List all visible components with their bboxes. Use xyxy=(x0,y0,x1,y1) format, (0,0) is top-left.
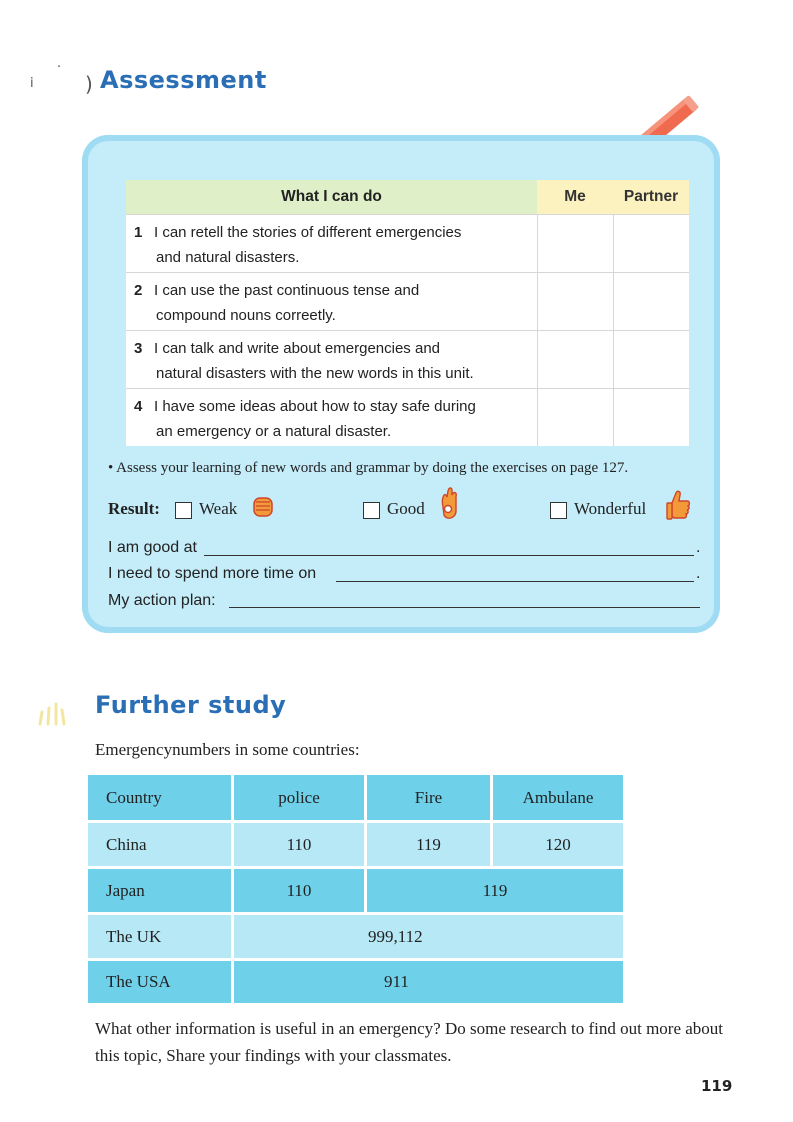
result-label: Result: xyxy=(108,499,160,518)
good-label: Good xyxy=(387,499,425,518)
can-do-row xyxy=(126,331,689,389)
col-header-what-i-can-do: What I can do xyxy=(126,180,537,215)
can-do-row xyxy=(126,215,689,273)
me-cell[interactable] xyxy=(537,215,613,273)
item-text: an emergency or a natural disaster. xyxy=(156,423,392,440)
merged-number-cell: 999,112 xyxy=(234,915,623,958)
emergency-numbers-table xyxy=(88,775,623,1003)
col-header-police: police xyxy=(234,775,364,820)
me-cell[interactable] xyxy=(537,389,613,447)
item-text: compound nouns correetly. xyxy=(156,307,336,324)
further-study-title: Further study xyxy=(95,691,287,719)
page-number: 119 xyxy=(701,1077,733,1095)
fire-cell: 119 xyxy=(367,823,490,866)
item-number: 3 xyxy=(134,340,143,357)
col-header-ambulance: Ambulane xyxy=(493,775,623,820)
can-do-header-row xyxy=(126,180,689,215)
assessment-note: • Assess your learning of new words and grammar by doing the exercises on page 127. xyxy=(108,460,629,476)
item-text: I can retell the stories of different emergencies xyxy=(154,224,462,241)
can-do-item xyxy=(126,273,537,331)
country-cell: Japan xyxy=(88,869,231,912)
country-cell: The UK xyxy=(88,915,231,958)
partner-cell[interactable] xyxy=(613,389,689,447)
weak-checkbox[interactable] xyxy=(175,502,192,519)
partner-cell[interactable] xyxy=(613,273,689,331)
assessment-title: Assessment xyxy=(100,66,267,94)
end-mark: . xyxy=(696,539,701,556)
me-cell[interactable] xyxy=(537,331,613,389)
police-cell: 110 xyxy=(234,869,364,912)
sparkle-icon xyxy=(34,696,72,726)
item-text: natural disasters with the new words in this unit. xyxy=(156,365,474,382)
item-text: I have some ideas about how to stay safe during xyxy=(154,398,476,415)
more-time-label: I need to spend more time on xyxy=(108,565,317,582)
wonderful-label: Wonderful xyxy=(574,499,647,518)
can-do-table xyxy=(126,180,689,446)
col-header-country: Country xyxy=(88,775,231,820)
me-cell[interactable] xyxy=(537,273,613,331)
item-number: 4 xyxy=(134,398,143,415)
item-number: 1 xyxy=(134,224,143,241)
merged-number-cell: 911 xyxy=(234,961,623,1003)
col-header-me: Me xyxy=(537,180,613,215)
further-study-intro: Emergencynumbers in some countries: xyxy=(95,740,360,759)
fire-ambulance-cell: 119 xyxy=(367,869,623,912)
can-do-item xyxy=(126,389,537,447)
item-text: I can talk and write about emergencies and xyxy=(154,340,441,357)
item-text: I can use the past continuous tense and xyxy=(154,282,420,299)
partner-cell[interactable] xyxy=(613,215,689,273)
can-do-item xyxy=(126,331,537,389)
action-plan-label: My action plan: xyxy=(108,592,216,609)
can-do-row xyxy=(126,389,689,447)
wonderful-checkbox[interactable] xyxy=(550,502,567,519)
country-cell: The USA xyxy=(88,961,231,1003)
col-header-fire: Fire xyxy=(367,775,490,820)
more-time-input-line[interactable] xyxy=(336,581,694,582)
can-do-item xyxy=(126,215,537,273)
item-text: and natural disasters. xyxy=(156,249,300,266)
action-plan-input-line[interactable] xyxy=(229,607,700,608)
item-number: 2 xyxy=(134,282,143,299)
can-do-row xyxy=(126,273,689,331)
partner-cell[interactable] xyxy=(613,331,689,389)
thumbs-up-icon xyxy=(664,489,692,523)
header-mark: · xyxy=(57,60,62,75)
further-study-outro: What other information is useful in an emergency? Do some research to find out more about this topic, Share your findings with your classmates. xyxy=(95,1019,724,1065)
header-mark: ) xyxy=(85,72,93,96)
fist-hand-icon xyxy=(250,492,276,520)
weak-label: Weak xyxy=(199,499,238,518)
good-at-input-line[interactable] xyxy=(204,555,694,556)
good-at-label: I am good at xyxy=(108,539,197,556)
country-cell: China xyxy=(88,823,231,866)
ambulance-cell: 120 xyxy=(493,823,623,866)
end-mark: . xyxy=(696,565,701,582)
header-mark: i xyxy=(30,76,34,91)
ok-hand-icon xyxy=(437,487,463,523)
good-checkbox[interactable] xyxy=(363,502,380,519)
col-header-partner: Partner xyxy=(613,180,689,215)
police-cell: 110 xyxy=(234,823,364,866)
